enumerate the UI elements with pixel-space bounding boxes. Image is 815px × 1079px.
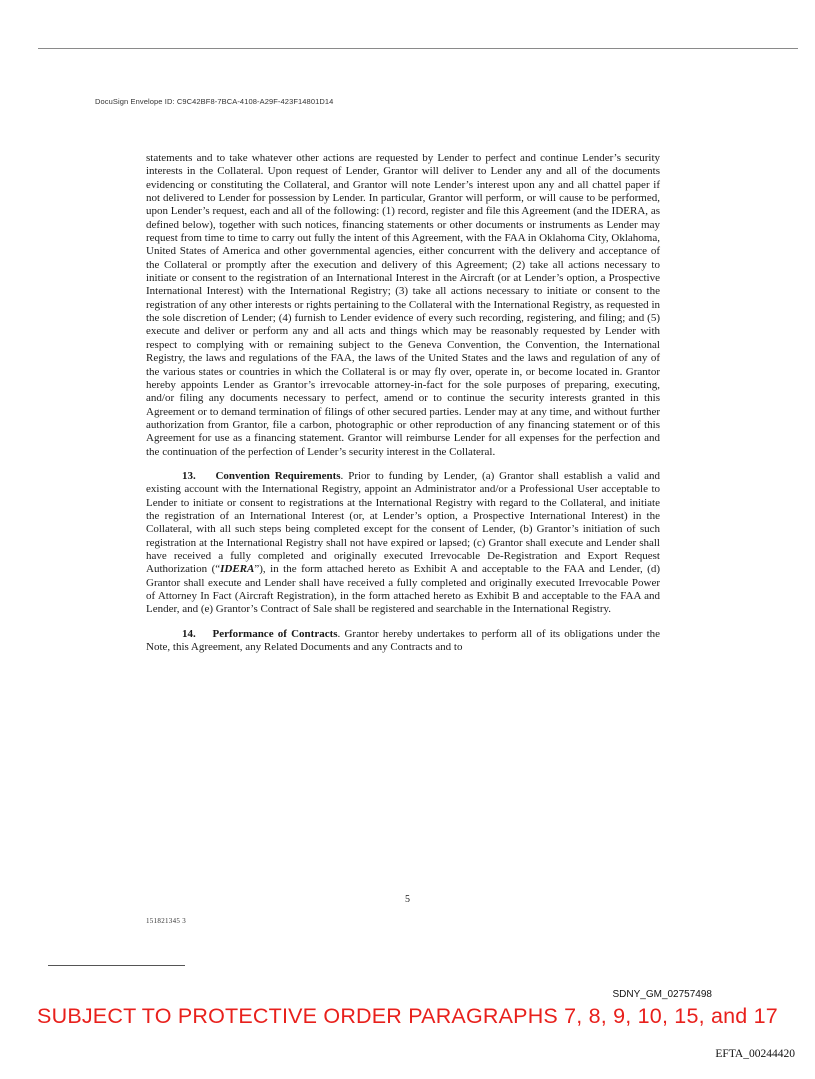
section-14 <box>146 628 660 655</box>
bottom-rule <box>48 965 185 966</box>
section-13-heading: Convention Requirements <box>215 469 341 482</box>
top-rule <box>38 48 798 49</box>
paragraph-continuation: statements and to take whatever other actions are requested by Lender to perfect and continue Lender’s security interests in the Collateral. Upon request of Lender, Grantor will deliver to Lender any and all of the documents evidencing or constituting the Collateral, and Grantor will note Lender’s interest upon any and all chattel paper if not delivered to Lender for possession by Lender. In particular, Grantor will perform, or will cause to be performed, upon Lender’s request, each and all of the following: (1) record, register and file this Agreement (and the IDERA, as defined below), together with such notices, financing statements or other documents or instruments as Lender may request from time to time to carry out fully the intent of this Agreement, with the FAA in Oklahoma City, Oklahoma, United States of America and other governmental agencies, either concurrent with the delivery and acceptance of the Collateral or promptly after the execution and delivery of this Agreement; (2) take all actions necessary to initiate or consent to the registration of an International Interest in the Aircraft (or at Lender’s option, a Prospective International Interest) with the International Registry; (3) take all actions necessary to initiate or consent to the registration of any other interests or rights pertaining to the Collateral with the International Registry, as requested in the sole discretion of Lender; (4) furnish to Lender evidence of every such recording, registering, and filing; and (5) execute and deliver or perform any and all acts and things which may be reasonably requested by Lender with respect to complying with or remaining subject to the Geneva Convention, the Convention, the International Registry, the laws and regulations of the FAA, the laws of the United States and the laws and regulation of any of the various states or countries in which the Collateral is or may fly over, operate in, or become located in. Grantor hereby appoints Lender as Grantor’s irrevocable attorney-in-fact for the sole purposes of preparing, executing, and/or filing any documents necessary to perfect, amend or to continue the security interests granted in this Agreement or to demand termination of filings of other secured parties. Lender may at any time, and without further authorization from Grantor, file a carbon, photographic or other reproduction of any financing statement or of this Agreement for use as a financing statement. Grantor will reimburse Lender for all expenses for the perfection and the continuation of the perfection of Lender’s security interest in the Collateral. <box>146 152 660 458</box>
document-number: 151821345 3 <box>146 917 187 925</box>
section-13 <box>146 470 660 617</box>
bates-number: SDNY_GM_02757498 <box>612 989 712 1000</box>
protective-order-notice: SUBJECT TO PROTECTIVE ORDER PARAGRAPHS 7, 8, 9, 10, 15, and 17 <box>37 1004 778 1028</box>
efta-number: EFTA_00244420 <box>715 1048 795 1060</box>
docusign-envelope-id: DocuSign Envelope ID: C9C42BF8-7BCA-4108-A29F-423F14801D14 <box>95 97 334 106</box>
section-14-text: . Grantor hereby undertakes to perform all of its obligations under the Note, this Agreement, any Related Documents and any Contracts and to <box>146 627 661 654</box>
section-14-number: 14. <box>182 627 196 640</box>
idera-term: IDERA <box>220 563 255 576</box>
section-13-text-b: ”), in the form attached hereto as Exhibit A and acceptable to the FAA and Lender, (d) Grantor shall execute and Lender shall have received a fully completed and originally executed Irrevocable Power of Attorney In Fact (Aircraft Registration), in the form attached hereto as Exhibit B and acceptable to the FAA and Lender, and (e) Grantor’s Contract of Sale shall be registered and searchable in the International Registry. <box>146 563 660 616</box>
section-13-number: 13. <box>182 469 196 482</box>
section-13-text-a: . Prior to funding by Lender, (a) Grantor shall establish a valid and existing account with the International Registry, appoint an Administrator and/or a Professional User acceptable to Lender to initiate or consent to registrations at the International Registry with regard to the Collateral, and initiate the registration of an International Interest (or, at Lender’s option, a Prospective International Interest) in the Collateral, with all such steps being completed except for the consent of Lender, (b) Grantor’s initiation of such registration at the International Registry shall not have expired or lapsed; (c) Grantor shall execute and Lender shall have received a fully completed and originally executed Irrevocable De-Registration and Export Request Authorization (“ <box>146 469 660 576</box>
section-14-heading: Performance of Contracts <box>212 627 338 640</box>
document-body <box>146 152 660 665</box>
page-number: 5 <box>405 894 410 905</box>
